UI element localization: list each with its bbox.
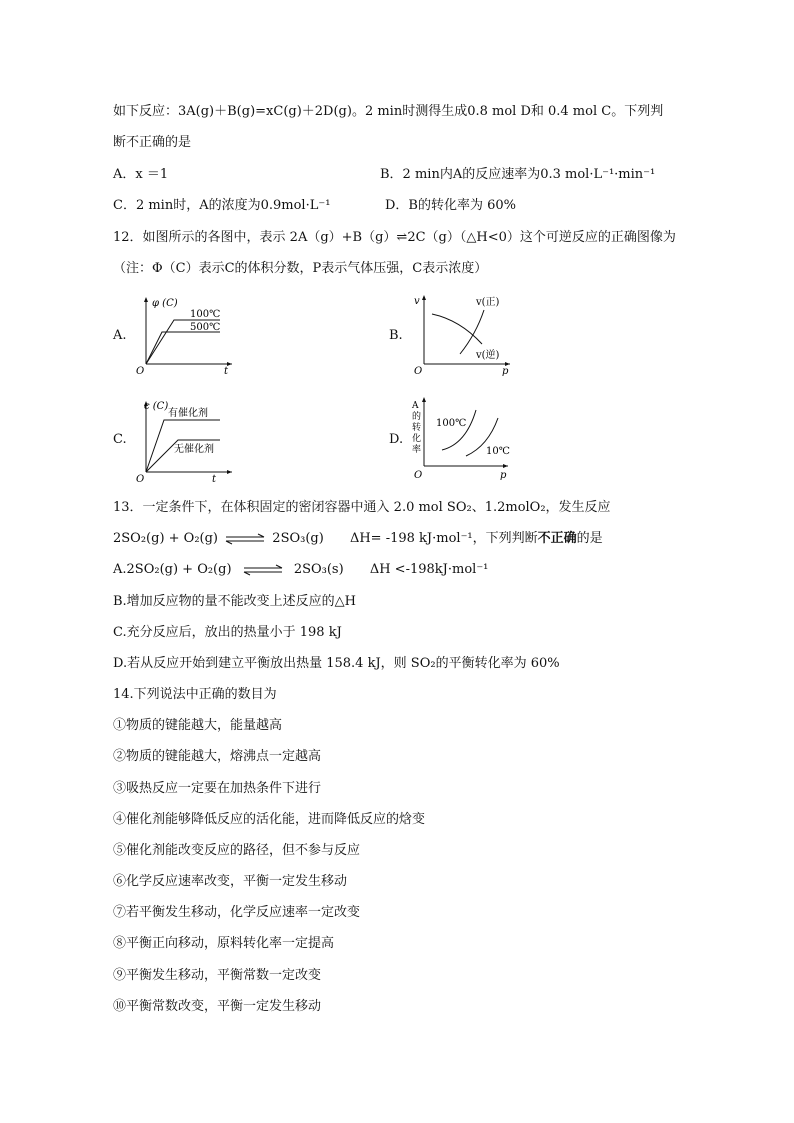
graph-b-origin: O: [414, 366, 423, 376]
graph-b-y-label: v: [414, 296, 420, 307]
q13-option-c: C.充分反应后，放出的热量小于 198 kJ: [113, 625, 342, 640]
graph-a-curve-500c: [146, 332, 220, 364]
q11-option-b: B．2 min内A的反应速率为0.3 mol·L⁻¹·min⁻¹: [380, 167, 656, 182]
graph-a-x-label: t: [224, 366, 229, 376]
q14-item-7: ⑦若平衡发生移动，化学反应速率一定改变: [113, 905, 361, 920]
graph-c-curve1-label: 有催化剂: [168, 408, 208, 419]
q11-stem-line2: 断不正确的是: [113, 135, 192, 150]
graph-d-y-label-2: 转: [412, 423, 422, 433]
graph-c-x-arrow: [227, 470, 232, 474]
graph-d-y-arrow: [422, 397, 426, 402]
graph-b-x-label: p: [502, 366, 509, 376]
graph-b-curve2-label: v(逆): [476, 350, 500, 361]
q13-option-a: [113, 561, 488, 579]
graph-a-curve2-label: 500℃: [190, 322, 221, 333]
graph-d-y-label-1: 的: [412, 412, 422, 422]
q13-equation: [113, 530, 603, 548]
graph-c-option-label: C.: [113, 432, 127, 447]
graph-d-x-label: p: [500, 470, 507, 481]
graph-d-curve2-label: 10℃: [486, 446, 510, 457]
q13-option-b: B.增加反应物的量不能改变上述反应的△H: [113, 594, 357, 609]
q13-opta-dh: ΔH <-198kJ·mol⁻¹: [369, 562, 489, 577]
graph-a-y-label: φ (C): [152, 298, 178, 309]
graph-d-x-arrow: [503, 464, 508, 468]
graph-c-y-label: c (C): [144, 401, 169, 412]
graph-b-option-label: B.: [389, 328, 403, 343]
q13-opta-right: 2SO₃(s): [293, 562, 344, 577]
graph-d-origin: O: [414, 470, 423, 481]
graph-d-y-label-4: 率: [412, 445, 422, 455]
graph-a-origin: O: [136, 366, 145, 376]
q14-stem: 14.下列说法中正确的数目为: [113, 687, 277, 702]
q14-item-10: ⑩平衡常数改变，平衡一定发生移动: [113, 999, 322, 1014]
graph-b-y-arrow: [422, 295, 426, 300]
q14-item-2: ②物质的键能越大，熔沸点一定越高: [113, 749, 322, 764]
q13-eq-dh: ΔH= -198 kJ·mol⁻¹，下列判断: [349, 531, 538, 546]
q13-eq-left: 2SO₂(g) + O₂(g): [113, 531, 219, 546]
q12-stem-line2: （注：Φ（C）表示C的体积分数，P表示气体压强，C表示浓度）: [113, 261, 488, 276]
q13-stem: 13．一定条件下，在体积固定的密闭容器中通入 2.0 mol SO₂、1.2molO₂，发生反应: [113, 500, 611, 515]
graph-d-curve1-label: 100℃: [436, 418, 467, 429]
q14-item-5: ⑤催化剂能改变反应的路径，但不参与反应: [113, 843, 361, 858]
graph-b: [410, 292, 520, 376]
graph-d-option-label: D.: [389, 432, 404, 447]
q13-eq-bold: 不正确: [537, 531, 577, 546]
q11-stem-line1: 如下反应：3A(g)＋B(g)=xC(g)＋2D(g)。2 min时测得生成0.8 mol D和 0.4 mol C。下列判: [113, 104, 664, 119]
graph-c-curve2-label: 无催化剂: [174, 444, 214, 455]
q14-item-6: ⑥化学反应速率改变，平衡一定发生移动: [113, 874, 348, 889]
q12-stem-line1: 12．如图所示的各图中，表示 2A（g）+B（g）⇌2C（g）（△H<0）这个可逆反应的正确图像为: [113, 230, 676, 245]
graph-d: [408, 394, 518, 482]
equilibrium-arrow-icon: [242, 564, 284, 576]
q13-eq-end: 的是: [576, 531, 603, 546]
graph-b-curve1-label: v(正): [476, 297, 500, 308]
graph-a-option-label: A.: [113, 328, 127, 343]
q13-option-d: D.若从反应开始到建立平衡放出热量 158.4 kJ，则 SO₂的平衡转化率为 60%: [113, 656, 560, 671]
equilibrium-arrow-icon: [224, 533, 266, 545]
q11-option-d: D．B的转化率为 60%: [385, 198, 517, 213]
graph-c-origin: O: [136, 474, 145, 484]
graph-a-curve1-label: 100℃: [190, 309, 221, 320]
q11-option-a: A．x ＝1: [113, 167, 169, 182]
graph-c-x-label: t: [212, 474, 217, 484]
graph-d-y-label-3: 化: [412, 434, 422, 444]
q14-item-3: ③吸热反应一定要在加热条件下进行: [113, 781, 322, 796]
graph-d-curve-100c: [442, 410, 476, 450]
graph-c: [132, 396, 242, 484]
q14-item-8: ⑧平衡正向移动，原料转化率一定提高: [113, 936, 335, 951]
graph-a: [132, 292, 242, 376]
graph-a-y-arrow: [144, 297, 148, 302]
q14-item-1: ①物质的键能越大，能量越高: [113, 718, 283, 733]
q14-item-9: ⑨平衡发生移动，平衡常数一定改变: [113, 968, 322, 983]
q14-item-4: ④催化剂能够降低反应的活化能，进而降低反应的焓变: [113, 812, 426, 827]
graph-b-curve-forward: [460, 310, 484, 354]
graph-d-y-label-0: A: [412, 401, 419, 411]
graph-b-curve-reverse: [432, 314, 482, 344]
q11-option-c: C．2 min时，A的浓度为0.9mol·L⁻¹: [113, 198, 331, 213]
q13-opta-left: A.2SO₂(g) + O₂(g): [113, 562, 232, 577]
q13-eq-right: 2SO₃(g): [272, 531, 324, 546]
